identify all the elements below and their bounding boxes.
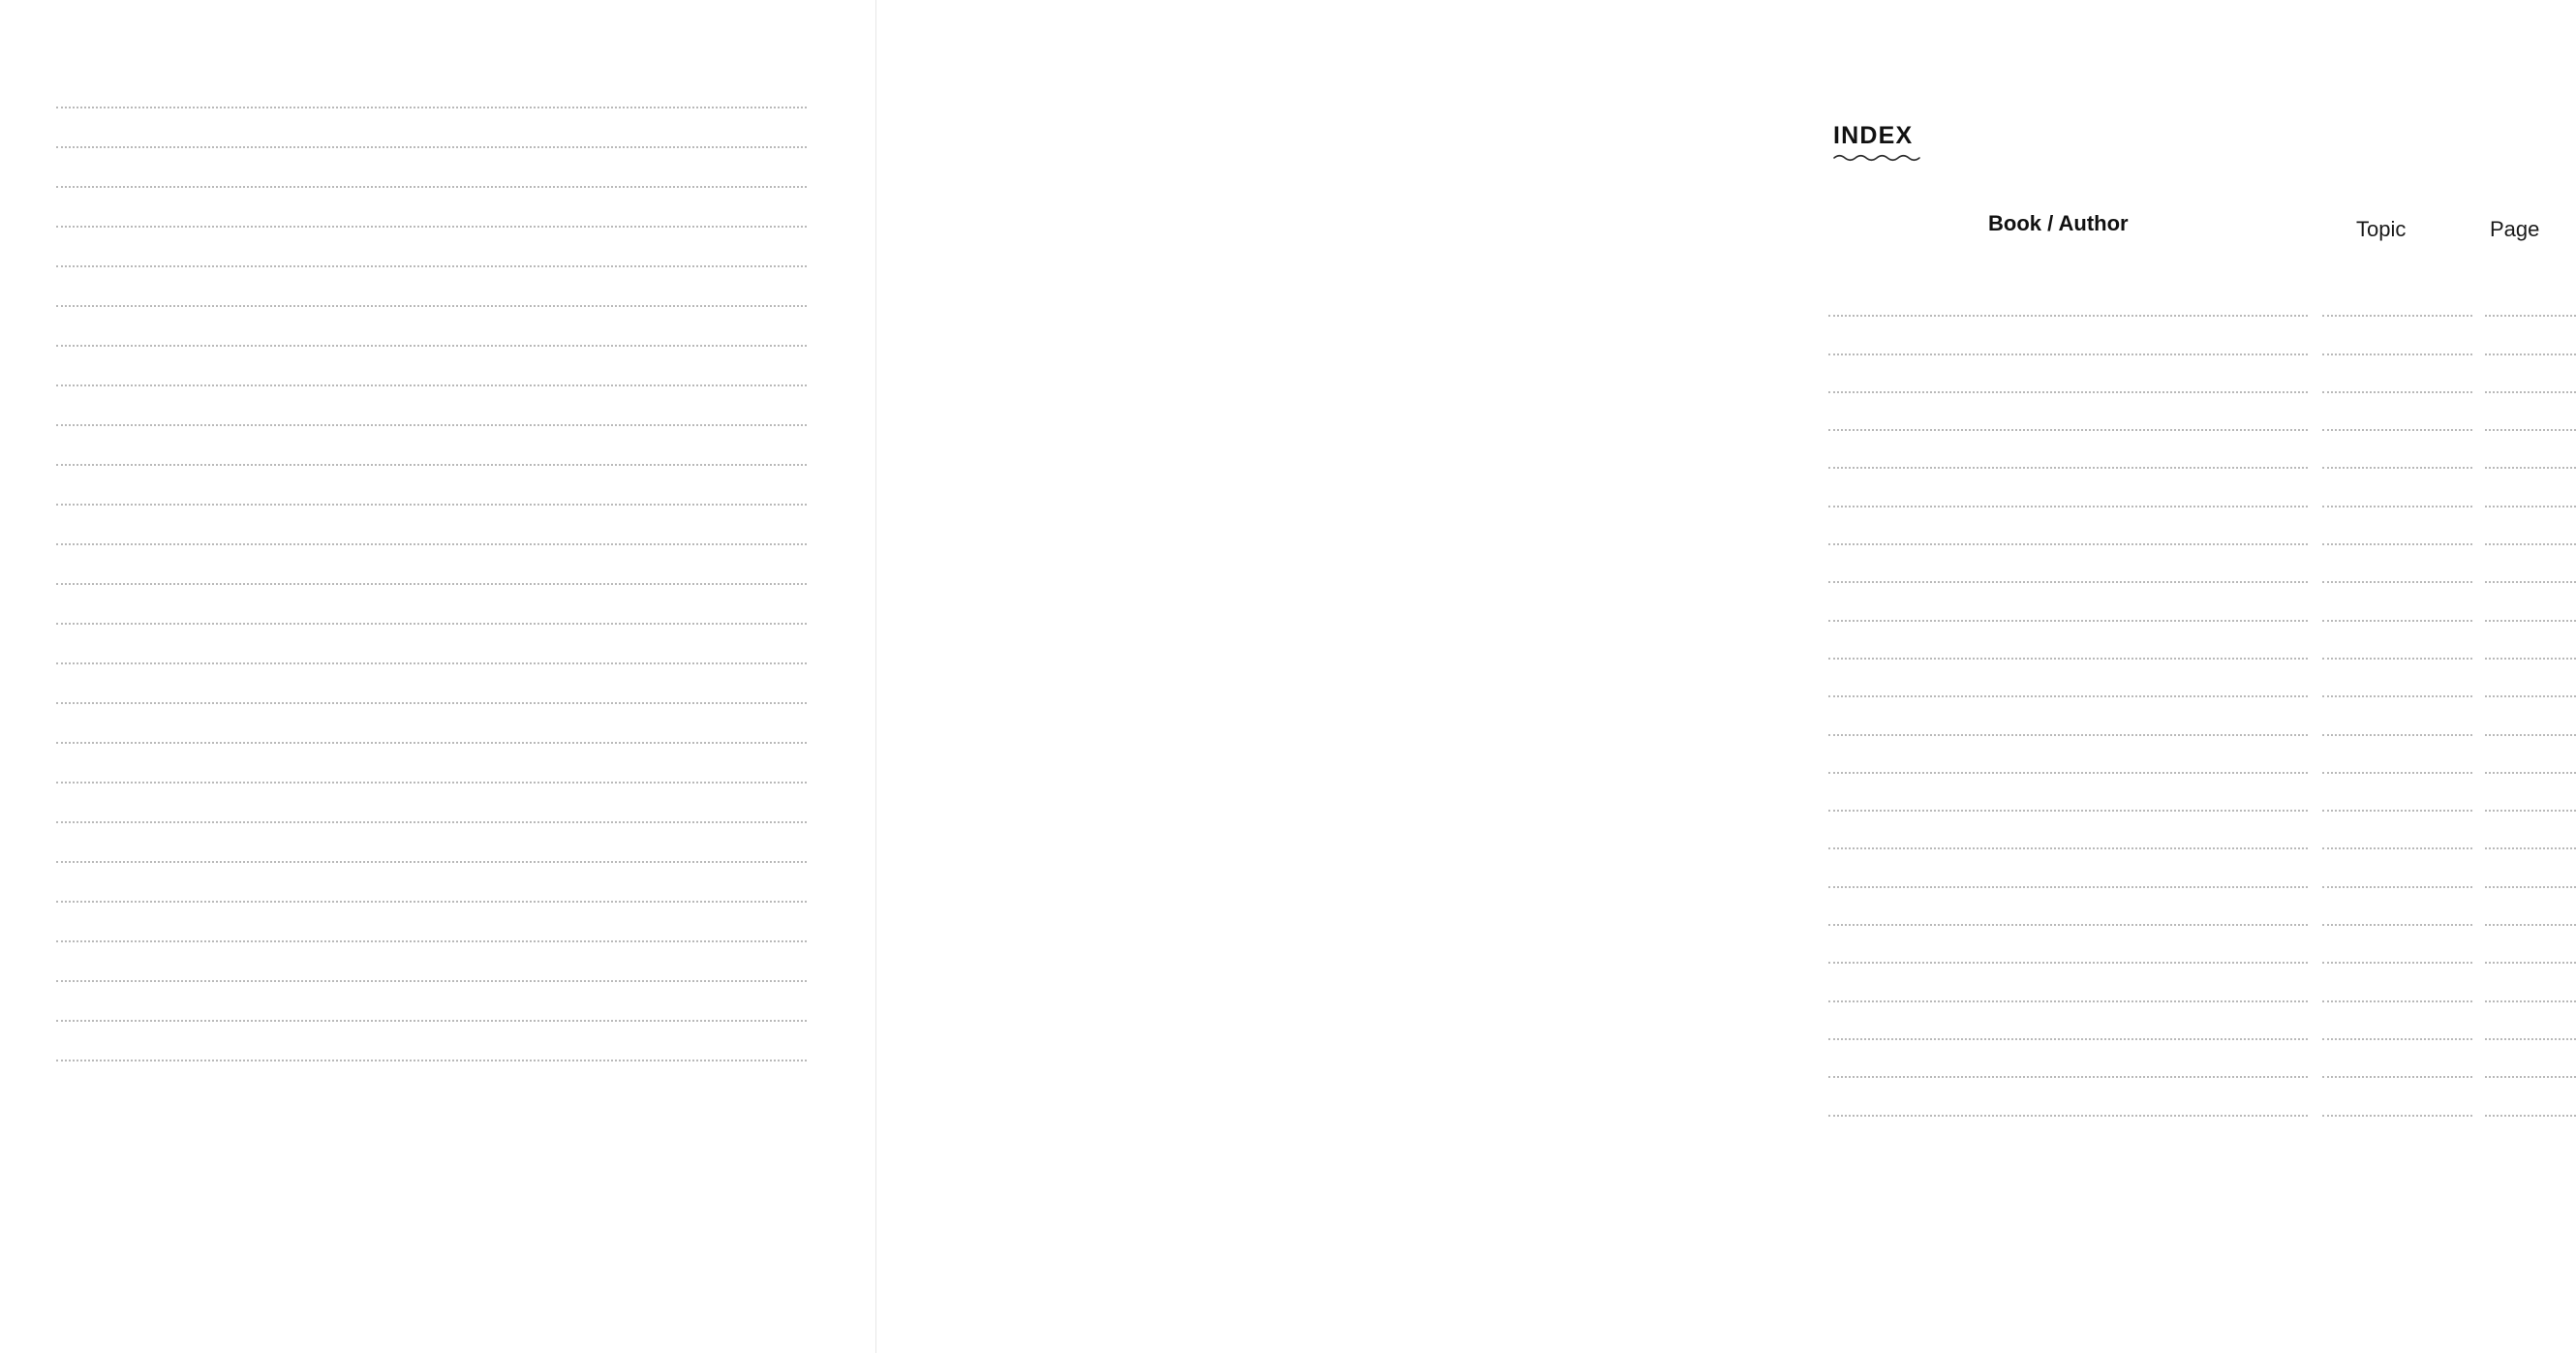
note-line[interactable] bbox=[56, 940, 807, 942]
left-notes-page bbox=[0, 0, 876, 1353]
note-line[interactable] bbox=[56, 146, 807, 148]
note-line[interactable] bbox=[56, 424, 807, 426]
table-row bbox=[1828, 583, 2576, 621]
table-row bbox=[1828, 964, 2576, 1001]
note-line[interactable] bbox=[56, 265, 807, 267]
table-row bbox=[1828, 431, 2576, 469]
index-column-headers bbox=[1833, 211, 2569, 240]
note-line[interactable] bbox=[56, 345, 807, 347]
table-row bbox=[1828, 355, 2576, 393]
index-table bbox=[1828, 279, 2576, 1117]
table-row bbox=[1828, 545, 2576, 583]
note-line[interactable] bbox=[56, 662, 807, 664]
note-line[interactable] bbox=[56, 384, 807, 386]
table-row bbox=[1828, 849, 2576, 887]
note-line[interactable] bbox=[56, 702, 807, 704]
ruled-lines-left bbox=[56, 107, 807, 1099]
note-line[interactable] bbox=[56, 1060, 807, 1061]
note-line[interactable] bbox=[56, 742, 807, 744]
index-title-block bbox=[1833, 124, 1922, 163]
table-row bbox=[1828, 1078, 2576, 1116]
note-line[interactable] bbox=[56, 464, 807, 466]
column-header-page: Page bbox=[2490, 217, 2540, 241]
table-row bbox=[1828, 622, 2576, 660]
table-row bbox=[1828, 279, 2576, 317]
table-row bbox=[1828, 469, 2576, 507]
note-line[interactable] bbox=[56, 821, 807, 823]
note-line[interactable] bbox=[56, 980, 807, 982]
column-header-topic: Topic bbox=[2356, 217, 2407, 241]
note-line[interactable] bbox=[56, 782, 807, 784]
table-row bbox=[1828, 1040, 2576, 1078]
table-row bbox=[1828, 317, 2576, 354]
note-line[interactable] bbox=[56, 504, 807, 506]
note-line[interactable] bbox=[56, 1020, 807, 1022]
table-row bbox=[1828, 736, 2576, 774]
note-line[interactable] bbox=[56, 901, 807, 903]
table-row bbox=[1828, 926, 2576, 964]
note-line[interactable] bbox=[56, 186, 807, 188]
table-row bbox=[1828, 507, 2576, 545]
table-row bbox=[1828, 774, 2576, 812]
note-line[interactable] bbox=[56, 861, 807, 863]
squiggle-underline-icon bbox=[1833, 153, 1922, 163]
table-row bbox=[1828, 812, 2576, 849]
table-row bbox=[1828, 1002, 2576, 1040]
note-line[interactable] bbox=[56, 305, 807, 307]
table-row bbox=[1828, 697, 2576, 735]
page-title: INDEX bbox=[1833, 122, 1914, 149]
note-line[interactable] bbox=[56, 623, 807, 625]
table-row bbox=[1828, 660, 2576, 697]
note-line[interactable] bbox=[56, 543, 807, 545]
right-index-page bbox=[876, 0, 2540, 1353]
index-cell-book[interactable] bbox=[1828, 1115, 2308, 1117]
index-cell-page[interactable] bbox=[2485, 1115, 2576, 1117]
column-header-book-author: Book / Author bbox=[1988, 211, 2129, 235]
note-line[interactable] bbox=[56, 226, 807, 228]
index-cell-topic[interactable] bbox=[2322, 1115, 2472, 1117]
table-row bbox=[1828, 393, 2576, 431]
note-line[interactable] bbox=[56, 107, 807, 108]
table-row bbox=[1828, 888, 2576, 926]
note-line[interactable] bbox=[56, 583, 807, 585]
